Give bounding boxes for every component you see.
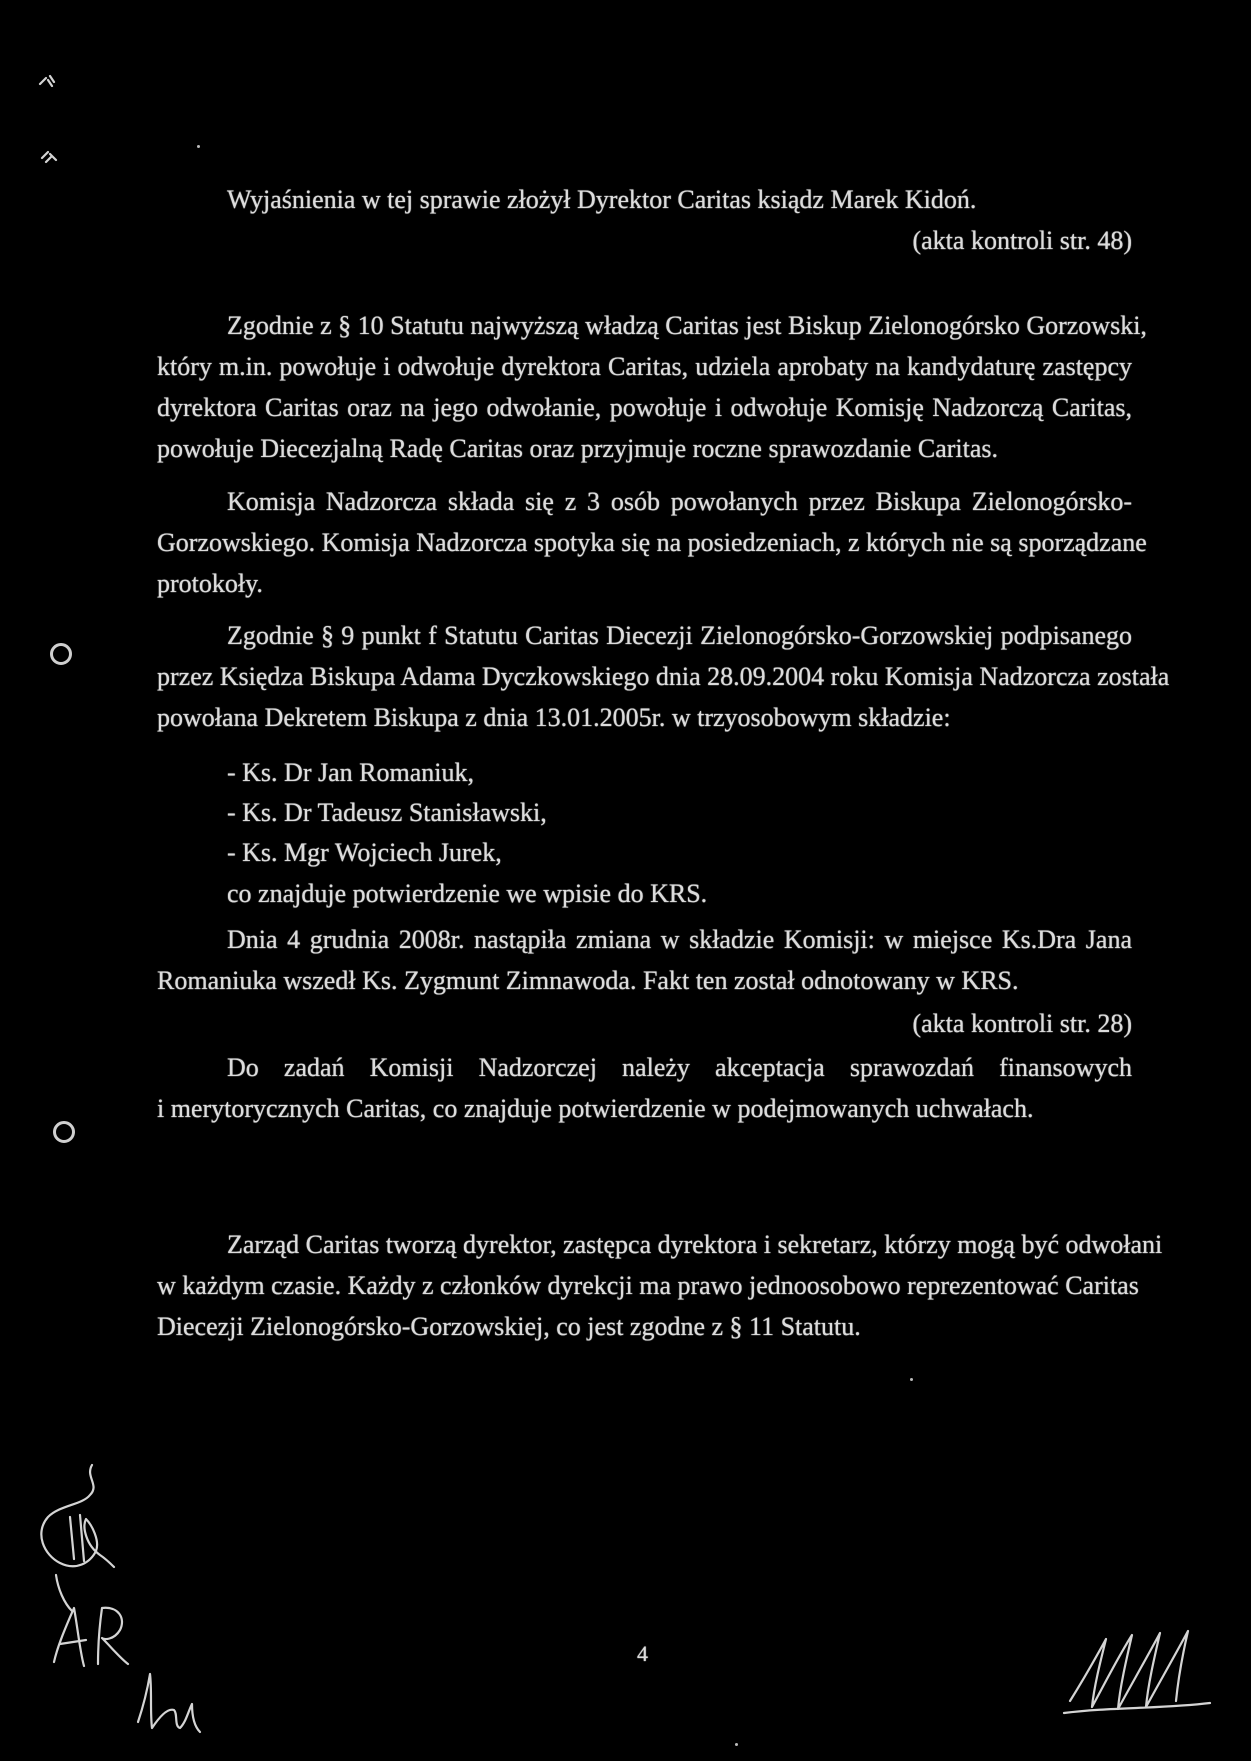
paragraph-2-line: Komisja Nadzorcza składa się z 3 osób powołanych przez Biskupa Zielonogórsko- xyxy=(227,487,1132,516)
paragraph-3-line: Zgodnie § 9 punkt f Statutu Caritas Diecezji Zielonogórsko-Gorzowskiej podpisanego xyxy=(227,621,1132,650)
paragraph-3-line: przez Księdza Biskupa Adama Dyczkowskiego dnia 28.09.2004 roku Komisja Nadzorcza została xyxy=(157,662,1170,691)
paragraph-2-line: protokoły. xyxy=(157,569,263,598)
page-number: 4 xyxy=(637,1641,648,1666)
scan-speck xyxy=(197,145,200,148)
handwritten-signature xyxy=(30,1455,130,1615)
member-item: - Ks. Dr Tadeusz Stanisławski, xyxy=(227,798,547,827)
member-item: - Ks. Dr Jan Romaniuk, xyxy=(227,758,474,787)
reference-note: (akta kontroli str. 48) xyxy=(912,226,1132,255)
margin-mark-top xyxy=(36,70,66,170)
paragraph-1-line: powołuje Diecezjalną Radę Caritas oraz przyjmuje roczne sprawozdanie Caritas. xyxy=(157,434,999,463)
handwritten-signature-right xyxy=(1060,1615,1220,1725)
paragraph-1-line: który m.in. powołuje i odwołuje dyrektora Caritas, udziela aprobaty na kandydaturę zastępcy xyxy=(157,352,1132,381)
scan-speck xyxy=(910,1378,913,1381)
paragraph-5-line: i merytorycznych Caritas, co znajduje potwierdzenie w podejmowanych uchwałach. xyxy=(157,1094,1034,1123)
paragraph-1-line: dyrektora Caritas oraz na jego odwołanie, powołuje i odwołuje Komisję Nadzorczą Caritas, xyxy=(157,393,1132,422)
reference-note: (akta kontroli str. 28) xyxy=(912,1009,1132,1038)
punch-hole xyxy=(50,643,72,665)
handwritten-initials xyxy=(40,1600,220,1740)
paragraph-3-line: powołana Dekretem Biskupa z dnia 13.01.2005r. w trzyosobowym składzie: xyxy=(157,703,951,732)
paragraph-2-line: Gorzowskiego. Komisja Nadzorcza spotyka się na posiedzeniach, z których nie są sporządzane xyxy=(157,528,1147,557)
punch-hole xyxy=(53,1121,75,1143)
member-item: - Ks. Mgr Wojciech Jurek, xyxy=(227,838,502,867)
paragraph-6-line: Diecezji Zielonogórsko-Gorzowskiej, co jest zgodne z § 11 Statutu. xyxy=(157,1312,861,1341)
intro-sentence: Wyjaśnienia w tej sprawie złożył Dyrektor Caritas ksiądz Marek Kidoń. xyxy=(227,185,977,214)
paragraph-6-line: w każdym czasie. Każdy z członków dyrekcji ma prawo jednoosobowo reprezentować Caritas xyxy=(157,1271,1139,1300)
krs-confirmation: co znajduje potwierdzenie we wpisie do KRS. xyxy=(227,879,708,908)
paragraph-6-line: Zarząd Caritas tworzą dyrektor, zastępca dyrektora i sekretarz, którzy mogą być odwołani xyxy=(227,1230,1163,1259)
paragraph-1-line: Zgodnie z § 10 Statutu najwyższą władzą Caritas jest Biskup Zielonogórsko Gorzowski, xyxy=(227,311,1147,340)
paragraph-4-line: Dnia 4 grudnia 2008r. nastąpiła zmiana w składzie Komisji: w miejsce Ks.Dra Jana xyxy=(227,925,1132,954)
scan-speck xyxy=(735,1743,738,1746)
paragraph-5-line: Do zadań Komisji Nadzorczej należy akceptacja sprawozdań finansowych xyxy=(227,1053,1132,1082)
paragraph-4-line: Romaniuka wszedł Ks. Zygmunt Zimnawoda. Fakt ten został odnotowany w KRS. xyxy=(157,966,1019,995)
